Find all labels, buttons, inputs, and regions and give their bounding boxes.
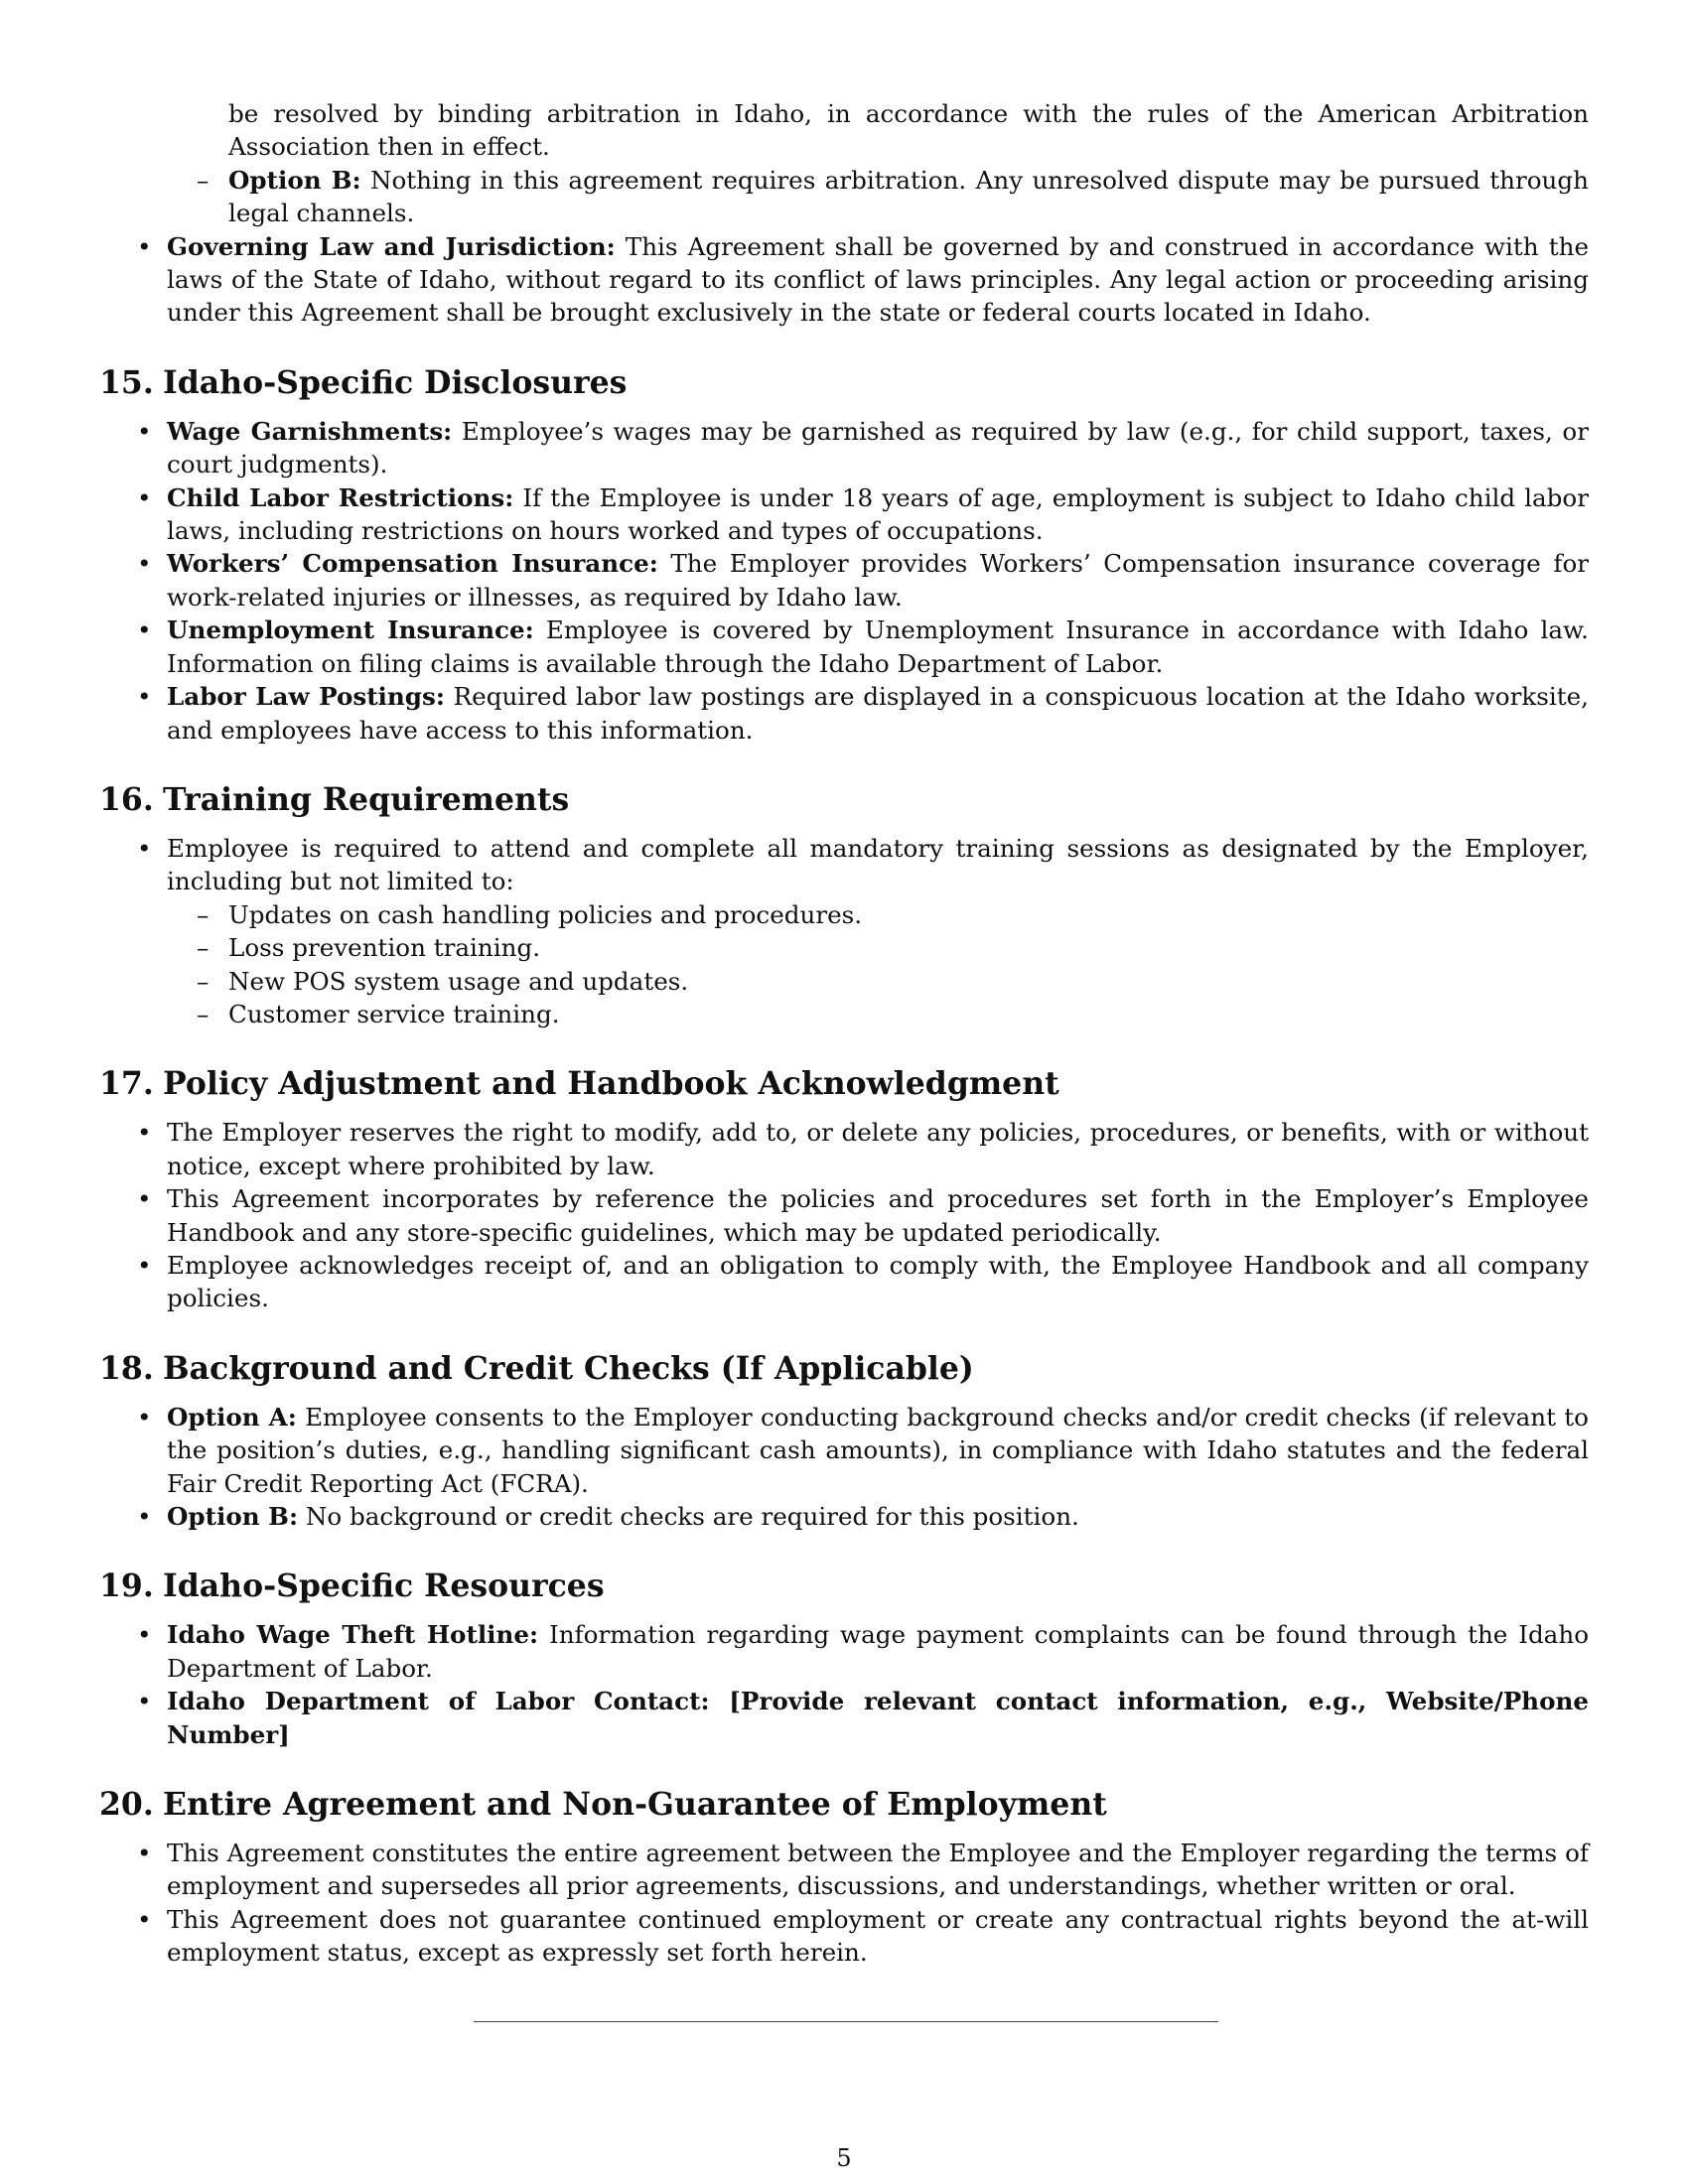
bullet-marker: •	[137, 1184, 152, 1214]
list-item: • Child Labor Restrictions: If the Employee is under 18 years of age, employment is subject to Idaho child labor laws, including restrictions on hours worked and types of occupations.	[137, 482, 1589, 546]
list-item: • This Agreement does not guarantee continued employment or create any contractual rights beyond the at-will employment status, except as expressly set forth herein.	[137, 1904, 1589, 1968]
list-item: • The Employer reserves the right to modify, add to, or delete any policies, procedures, or benefits, with or without notice, except where prohibited by law.	[137, 1118, 1589, 1180]
dash-marker: –	[197, 899, 210, 929]
page-number: 5	[836, 2144, 852, 2172]
section-19	[99, 1567, 1589, 1751]
dash-marker: –	[197, 933, 210, 963]
dash-marker: –	[197, 165, 210, 195]
section-20-list	[99, 1837, 1589, 1970]
section-heading: 15. Idaho-Specific Disclosures	[99, 363, 628, 401]
section-heading: 18. Background and Credit Checks (If Applicable)	[99, 1349, 974, 1387]
list-item: • This Agreement constitutes the entire agreement between the Employee and the Employer regarding the terms of employment and supersedes all prior agreements, discussions, and understandings, whether written or oral.	[137, 1839, 1589, 1901]
bullet-marker: •	[137, 1502, 152, 1531]
bullet-marker: •	[137, 416, 152, 446]
arbitration-option-a-continuation: be resolved by binding arbitration in Idaho, in accordance with the rules of the American Arbitration Association then in effect.	[228, 99, 1589, 162]
bullet-marker: •	[137, 1839, 152, 1868]
bullet-marker: •	[137, 231, 152, 261]
list-item: • Option B: No background or credit checks are required for this position.	[99, 1500, 1589, 1533]
sub-list-item: – Loss prevention training.	[99, 931, 1589, 964]
section-heading: 19. Idaho-Specific Resources	[99, 1568, 605, 1605]
list-item: • Idaho Wage Theft Hotline: Information regarding wage payment complaints can be found through the Idaho Department of Labor.	[137, 1620, 1589, 1683]
bullet-marker: •	[137, 1687, 152, 1716]
sub-list-item: – Updates on cash handling policies and procedures.	[99, 898, 1589, 931]
bullet-marker: •	[137, 1620, 152, 1650]
arbitration-option-b: – Option B: Nothing in this agreement requires arbitration. Any unresolved dispute may be pursued through legal channels.	[197, 165, 1589, 228]
bullet-marker: •	[137, 1250, 152, 1280]
bullet-marker: •	[137, 682, 152, 712]
section-heading: 17. Policy Adjustment and Handbook Acknowledgment	[99, 1065, 1059, 1103]
section-19-list	[99, 1618, 1589, 1751]
sub-list-item: – New POS system usage and updates.	[99, 965, 1589, 998]
list-item: • Unemployment Insurance: Employee is covered by Unemployment Insurance in accordance with Idaho law. Information on filing claims is available through the Idaho Department of Labor.	[137, 615, 1589, 678]
list-item: • Idaho Department of Labor Contact: [Provide relevant contact information, e.g., Website/Phone Number]	[137, 1687, 1589, 1749]
section-14-continuation	[99, 97, 1589, 330]
bullet-marker: •	[137, 549, 152, 579]
section-heading: 20. Entire Agreement and Non-Guarantee of Employment	[99, 1786, 1107, 1824]
bullet-marker: •	[137, 615, 152, 645]
section-18	[99, 1349, 1589, 1534]
bullet-marker: •	[137, 482, 152, 512]
dash-marker: –	[197, 966, 210, 996]
section-16-list	[99, 832, 1589, 1030]
sub-list-item: – Customer service training.	[99, 998, 1589, 1030]
list-item: • Wage Garnishments: Employee’s wages may be garnished as required by law (e.g., for child support, taxes, or court judgments).	[137, 416, 1589, 479]
bullet-marker: •	[137, 1402, 152, 1432]
section-16	[99, 780, 1589, 1030]
bullet-marker: •	[137, 1904, 152, 1934]
section-heading: 16. Training Requirements	[99, 780, 570, 818]
section-20	[99, 1785, 1589, 1970]
list-item: • Option A: Employee consents to the Employer conducting background checks and/or credit checks (if relevant to the position’s duties, e.g., handling significant cash amounts), in compliance with Idaho statutes and the federal Fair Credit Reporting Act (FCRA).	[137, 1402, 1589, 1498]
list-item: • Workers’ Compensation Insurance: The Employer provides Workers’ Compensation insurance coverage for work-related injuries or illnesses, as required by Idaho law.	[137, 549, 1590, 612]
bullet-marker: •	[137, 833, 152, 863]
section-15-list	[99, 415, 1589, 747]
section-17-list	[99, 1116, 1589, 1314]
horizontal-rule	[474, 2021, 1218, 2022]
list-item: • Employee is required to attend and complete all mandatory training sessions as designated by the Employer, including but not limited to:	[137, 833, 1589, 896]
list-item: • Labor Law Postings: Required labor law postings are displayed in a conspicuous location at the Idaho worksite, and employees have access to this information.	[137, 682, 1589, 745]
dash-marker: –	[197, 999, 210, 1028]
section-17	[99, 1064, 1589, 1314]
governing-law-item: • Governing Law and Jurisdiction: This Agreement shall be governed by and construed in accordance with the laws of the State of Idaho, without regard to its conflict of laws principles. Any legal action or proceeding arising under this Agreement shall be brought exclusively in the state or federal courts located in Idaho.	[137, 231, 1589, 328]
list-item: • Employee acknowledges receipt of, and an obligation to comply with, the Employee Handbook and all company policies.	[137, 1250, 1589, 1313]
bullet-marker: •	[137, 1118, 152, 1148]
section-18-list	[99, 1401, 1589, 1534]
list-item: • This Agreement incorporates by reference the policies and procedures set forth in the Employer’s Employee Handbook and any store-specific guidelines, which may be updated periodically.	[137, 1184, 1589, 1247]
page-content	[99, 97, 1589, 1970]
section-15	[99, 363, 1589, 747]
